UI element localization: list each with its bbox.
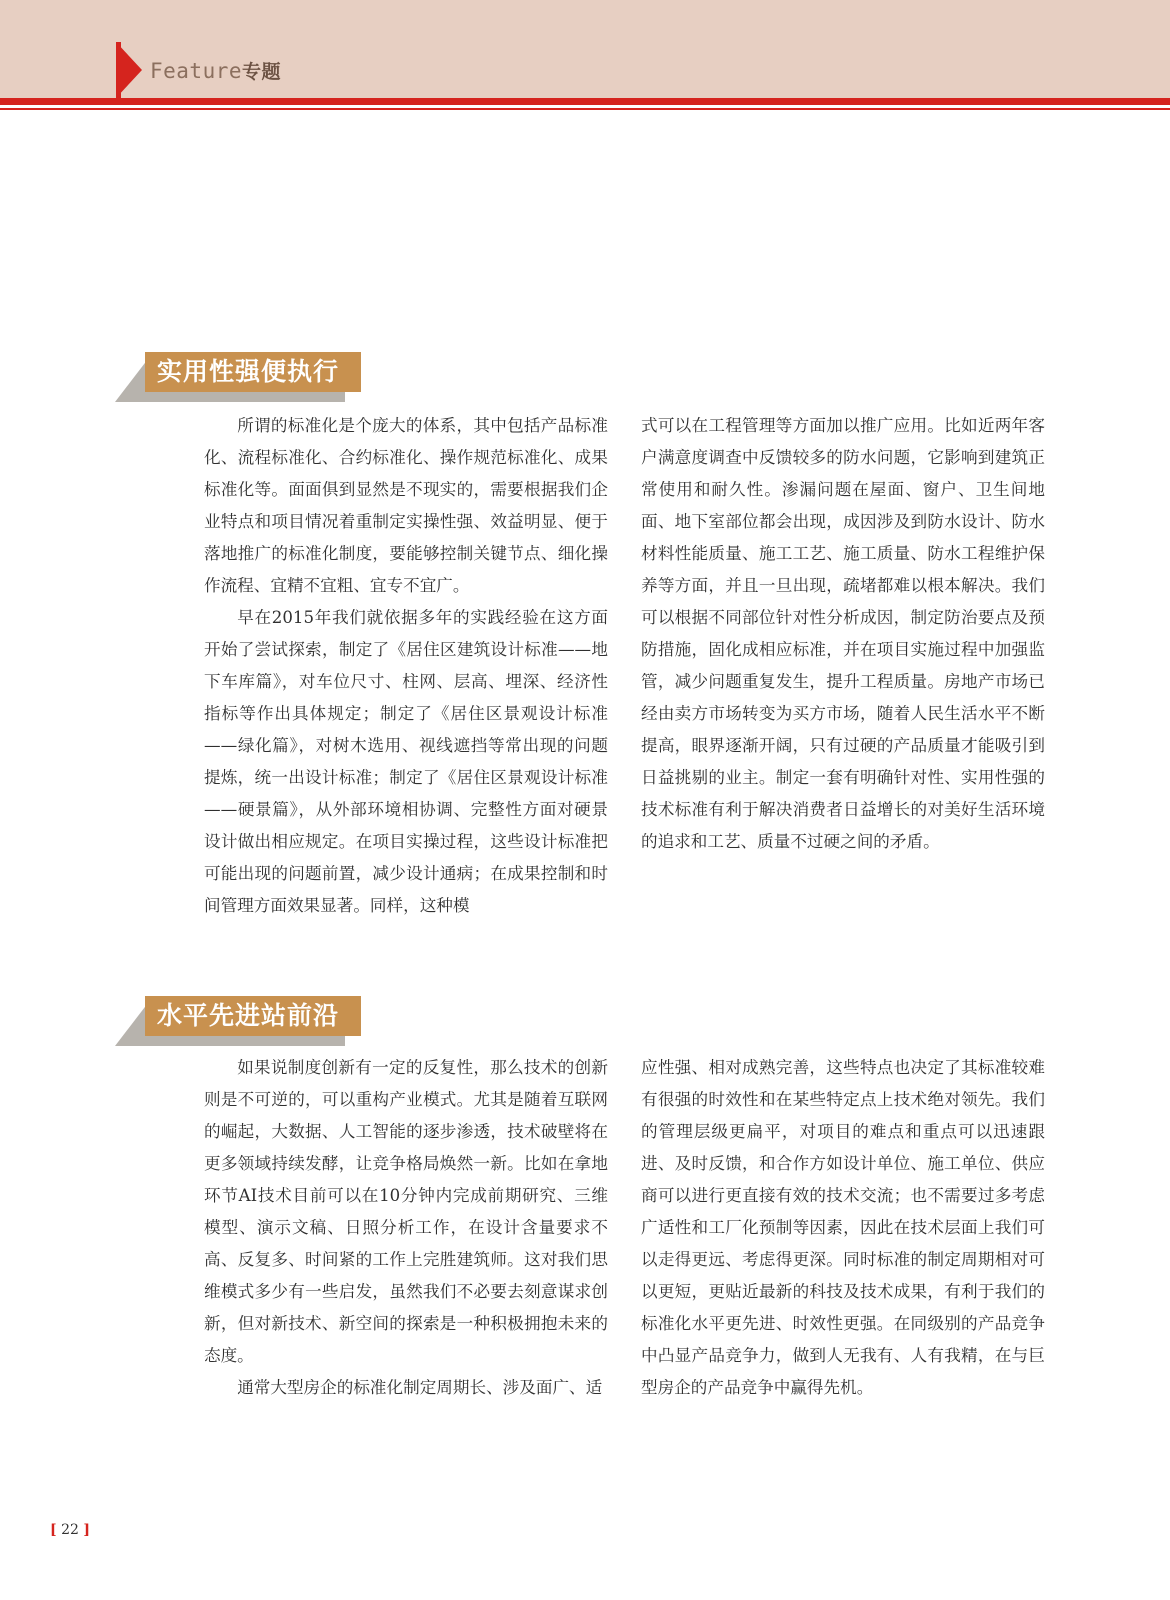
section-2-right-column: [641, 1052, 1045, 1404]
section-1-right-column: [641, 410, 1045, 858]
paragraph: 应性强、相对成熟完善，这些特点也决定了其标准较难有很强的时效性和在某些特定点上技术绝对领先。我们的管理层级更扁平，对项目的难点和重点可以迅速跟进、及时反馈，和合作方如设计单位、施工单位、供应商可以进行更直接有效的技术交流；也不需要过多考虑广适性和工厂化预制等因素，因此在技术层面上我们可以走得更远、考虑得更深。同时标准的制定周期相对可以更短，更贴近最新的科技及技术成果，有利于我们的标准化水平更先进、时效性更强。在同级别的产品竞争中凸显产品竞争力，做到人无我有、人有我精，在与巨型房企的产品竞争中赢得先机。: [641, 1058, 1045, 1397]
paragraph: 通常大型房企的标准化制定周期长、涉及面广、适: [237, 1378, 603, 1397]
paragraph: 式可以在工程管理等方面加以推广应用。比如近两年客户满意度调查中反馈较多的防水问题，它影响到建筑正常使用和耐久性。渗漏问题在屋面、窗户、卫生间地面、地下室部位都会出现，成因涉及到防水设计、防水材料性能质量、施工工艺、施工质量、防水工程维护保养等方面，并且一旦出现，疏堵都难以根本解决。我们可以根据不同部位针对性分析成因，制定防治要点及预防措施，固化成相应标准，并在项目实施过程中加强监管，减少问题重复发生，提升工程质量。房地产市场已经由卖方市场转变为买方市场，随着人民生活水平不断提高，眼界逐渐开阔，只有过硬的产品质量才能吸引到日益挑剔的业主。制定一套有明确针对性、实用性强的技术标准有利于解决消费者日益增长的对美好生活环境的追求和工艺、质量不过硬之间的矛盾。: [641, 416, 1045, 851]
paragraph: 所谓的标准化是个庞大的体系，其中包括产品标准化、流程标准化、合约标准化、操作规范标准化、成果标准化等。面面俱到显然是不现实的，需要根据我们企业特点和项目情况着重制定实操性强、效益明显、便于落地推广的标准化制度，要能够控制关键节点、细化操作流程、宜精不宜粗、宜专不宜广。: [204, 416, 608, 595]
bracket-left-icon: [: [50, 1522, 57, 1538]
header-title: [150, 56, 281, 86]
bracket-right-icon: ]: [83, 1522, 90, 1538]
page-number: [50, 1518, 90, 1542]
section-1-left-column: [204, 410, 608, 922]
paragraph: 如果说制度创新有一定的反复性，那么技术的创新则是不可逆的，可以重构产业模式。尤其是随着互联网的崛起，大数据、人工智能的逐步渗透，技术破壁将在更多领域持续发酵，让竞争格局焕然一新。比如在拿地环节AI技术目前可以在10分钟内完成前期研究、三维模型、演示文稿、日照分析工作，在设计含量要求不高、反复多、时间紧的工作上完胜建筑师。这对我们思维模式多少有一些启发，虽然我们不必要去刻意谋求创新，但对新技术、新空间的探索是一种积极拥抱未来的态度。: [204, 1058, 608, 1365]
header-red-rule-thin: [0, 108, 1170, 110]
section-2-left-column: [204, 1052, 608, 1404]
section-heading-2: [115, 996, 365, 1046]
header-title-zh: 专题: [242, 61, 282, 83]
header-title-en: Feature: [150, 59, 243, 83]
page-number-value: 22: [61, 1522, 79, 1538]
section-heading-1: [115, 352, 365, 402]
paragraph: 早在2015年我们就依据多年的实践经验在这方面开始了尝试探索，制定了《居住区建筑设计标准——地下车库篇》，对车位尺寸、柱网、层高、埋深、经济性指标等作出具体规定；制定了《居住区景观设计标准——绿化篇》，对树木选用、视线遮挡等常出现的问题提炼，统一出设计标准；制定了《居住区景观设计标准——硬景篇》，从外部环境相协调、完整性方面对硬景设计做出相应规定。在项目实操过程，这些设计标准把可能出现的问题前置，减少设计通病；在成果控制和时间管理方面效果显著。同样，这种模: [204, 608, 608, 915]
heading-text: 水平先进站前沿: [157, 1001, 340, 1030]
header-red-rule: [0, 98, 1170, 105]
heading-text: 实用性强便执行: [157, 357, 340, 386]
header-triangle-icon: [116, 42, 142, 98]
